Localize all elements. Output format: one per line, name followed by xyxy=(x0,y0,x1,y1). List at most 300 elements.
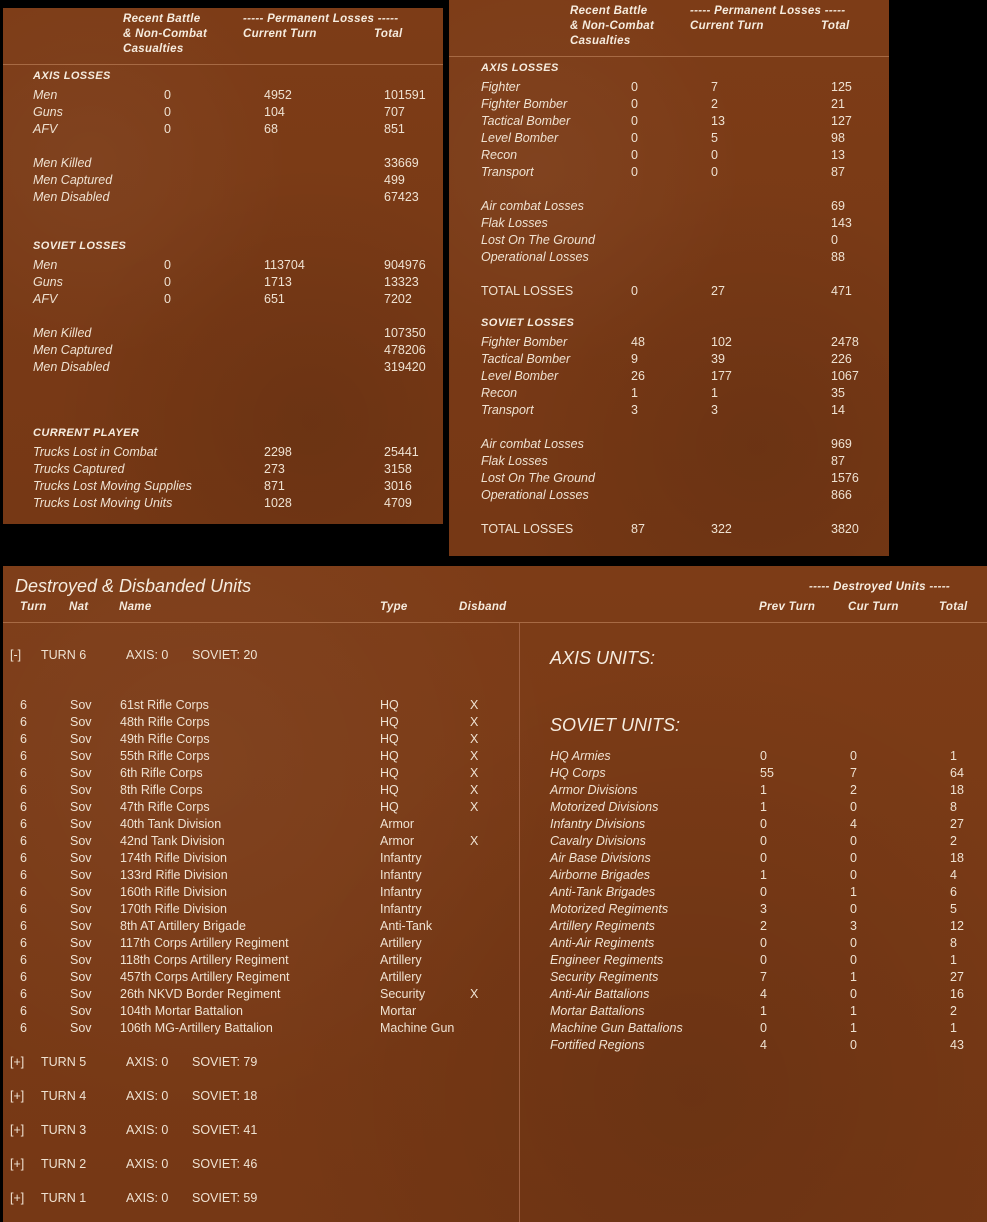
unit-nationality: Sov xyxy=(70,987,92,1001)
recent-value: 0 xyxy=(164,292,171,306)
turn-6-collapse-toggle[interactable]: [-] xyxy=(10,648,22,662)
unit-nationality: Sov xyxy=(70,1004,92,1018)
row-label: Lost On The Ground xyxy=(481,471,595,485)
section-title: SOVIET LOSSES xyxy=(33,240,127,252)
unit-disband-mark: X xyxy=(470,715,479,729)
cur-turn-value: 0 xyxy=(850,749,857,763)
total-value: 18 xyxy=(950,783,964,797)
total-value: 21 xyxy=(831,97,845,111)
unit-type: HQ xyxy=(380,783,399,797)
unit-turn: 6 xyxy=(20,885,27,899)
prev-turn-value: 2 xyxy=(760,919,767,933)
total-value: 4709 xyxy=(384,496,412,510)
turn-axis-count: AXIS: 0 xyxy=(126,1157,169,1171)
unit-category-label: HQ Corps xyxy=(550,766,606,780)
unit-nationality: Sov xyxy=(70,953,92,967)
prev-turn-value: 55 xyxy=(760,766,774,780)
unit-category-label: Security Regiments xyxy=(550,970,659,984)
cur-turn-value: 1 xyxy=(850,885,857,899)
ground-losses-panel xyxy=(3,8,443,524)
prev-turn-value: 0 xyxy=(760,1021,767,1035)
row-label: Transport xyxy=(481,403,534,417)
units-column-divider xyxy=(519,623,520,1222)
total-value: 3158 xyxy=(384,462,412,476)
row-label: Men Disabled xyxy=(33,360,110,374)
unit-name[interactable]: 6th Rifle Corps xyxy=(120,766,203,780)
cur-turn-value: 4 xyxy=(850,817,857,831)
recent-header-2: & Non-Combat xyxy=(570,20,655,32)
destroyed-units-panel xyxy=(3,566,987,1222)
turn-6-soviet-count: SOVIET: 20 xyxy=(192,648,258,662)
total-value: 1 xyxy=(950,749,957,763)
unit-turn: 6 xyxy=(20,868,27,882)
total-value: 43 xyxy=(950,1038,964,1052)
cur-turn-value: 0 xyxy=(850,987,857,1001)
turn-label[interactable]: TURN 3 xyxy=(41,1123,87,1137)
turn-6-label[interactable]: TURN 6 xyxy=(41,648,87,662)
prev-turn-value: 0 xyxy=(760,817,767,831)
unit-type: Artillery xyxy=(380,970,422,984)
unit-disband-mark: X xyxy=(470,834,479,848)
unit-turn: 6 xyxy=(20,936,27,950)
cur-turn-value: 0 xyxy=(850,851,857,865)
cur-turn-value: 0 xyxy=(850,936,857,950)
total-value: 125 xyxy=(831,80,852,94)
current-turn-value: 0 xyxy=(711,148,718,162)
recent-header-3: Casualties xyxy=(570,35,631,47)
permanent-losses-header: ----- Permanent Losses ----- xyxy=(243,13,399,25)
unit-turn: 6 xyxy=(20,834,27,848)
turn-expand-toggle[interactable]: [+] xyxy=(10,1089,25,1103)
turn-axis-count: AXIS: 0 xyxy=(126,1089,169,1103)
total-value: 88 xyxy=(831,250,845,264)
col-nat-header[interactable]: Nat xyxy=(69,601,89,613)
total-value: 25441 xyxy=(384,445,419,459)
unit-nationality: Sov xyxy=(70,834,92,848)
total-losses-recent: 87 xyxy=(631,522,645,536)
unit-category-label: Mortar Battalions xyxy=(550,1004,645,1018)
prev-turn-value: 1 xyxy=(760,800,767,814)
turn-6-axis-count: AXIS: 0 xyxy=(126,648,169,662)
row-label: Tactical Bomber xyxy=(481,352,571,366)
recent-value: 0 xyxy=(164,275,171,289)
current-turn-value: 2 xyxy=(711,97,718,111)
unit-disband-mark: X xyxy=(470,749,479,763)
turn-soviet-count: SOVIET: 79 xyxy=(192,1055,258,1069)
total-value: 1067 xyxy=(831,369,859,383)
section-title: SOVIET LOSSES xyxy=(481,317,575,329)
recent-value: 0 xyxy=(631,165,638,179)
prev-turn-value: 1 xyxy=(760,868,767,882)
recent-value: 0 xyxy=(631,148,638,162)
turn-axis-count: AXIS: 0 xyxy=(126,1055,169,1069)
unit-turn: 6 xyxy=(20,749,27,763)
total-value: 35 xyxy=(831,386,845,400)
unit-disband-mark: X xyxy=(470,987,479,1001)
current-turn-value: 1 xyxy=(711,386,718,400)
unit-name[interactable]: 133rd Rifle Division xyxy=(120,868,228,882)
row-label: Operational Losses xyxy=(481,488,589,502)
turn-soviet-count: SOVIET: 59 xyxy=(192,1191,258,1205)
current-turn-value: 1713 xyxy=(264,275,292,289)
total-value: 3016 xyxy=(384,479,412,493)
unit-category-label: Fortified Regions xyxy=(550,1038,645,1052)
cur-turn-value: 3 xyxy=(850,919,857,933)
total-value: 33669 xyxy=(384,156,419,170)
total-value: 226 xyxy=(831,352,852,366)
current-turn-value: 7 xyxy=(711,80,718,94)
unit-turn: 6 xyxy=(20,953,27,967)
unit-name[interactable]: 118th Corps Artillery Regiment xyxy=(120,953,289,967)
unit-name[interactable]: 26th NKVD Border Regiment xyxy=(120,987,281,1001)
row-label: Men Captured xyxy=(33,173,113,187)
recent-value: 26 xyxy=(631,369,645,383)
unit-turn: 6 xyxy=(20,783,27,797)
unit-nationality: Sov xyxy=(70,885,92,899)
unit-nationality: Sov xyxy=(70,970,92,984)
unit-category-label: HQ Armies xyxy=(550,749,611,763)
prev-turn-value: 1 xyxy=(760,1004,767,1018)
turn-axis-count: AXIS: 0 xyxy=(126,1191,169,1205)
unit-turn: 6 xyxy=(20,732,27,746)
unit-name[interactable]: 104th Mortar Battalion xyxy=(120,1004,243,1018)
unit-nationality: Sov xyxy=(70,715,92,729)
turn-soviet-count: SOVIET: 41 xyxy=(192,1123,258,1137)
cur-turn-value: 0 xyxy=(850,1038,857,1052)
total-value: 16 xyxy=(950,987,964,1001)
unit-turn: 6 xyxy=(20,1004,27,1018)
row-label: Fighter Bomber xyxy=(481,97,568,111)
total-value: 67423 xyxy=(384,190,419,204)
unit-turn: 6 xyxy=(20,766,27,780)
turn-expand-toggle[interactable]: [+] xyxy=(10,1055,25,1069)
prev-turn-value: 0 xyxy=(760,834,767,848)
air-losses-panel xyxy=(449,0,889,556)
row-label: Men Disabled xyxy=(33,190,110,204)
total-value: 18 xyxy=(950,851,964,865)
unit-nationality: Sov xyxy=(70,817,92,831)
turn-label[interactable]: TURN 1 xyxy=(41,1191,87,1205)
col-prev-turn-header: Prev Turn xyxy=(759,601,816,613)
prev-turn-value: 1 xyxy=(760,783,767,797)
row-label: Men xyxy=(33,258,58,272)
prev-turn-value: 0 xyxy=(760,885,767,899)
row-label: Air combat Losses xyxy=(481,437,584,451)
total-value: 478206 xyxy=(384,343,426,357)
total-value: 107350 xyxy=(384,326,426,340)
col-cur-turn-header: Cur Turn xyxy=(848,601,899,613)
row-label: Guns xyxy=(33,105,63,119)
unit-type: Armor xyxy=(380,834,415,848)
turn-expand-toggle[interactable]: [+] xyxy=(10,1157,25,1171)
unit-turn: 6 xyxy=(20,698,27,712)
current-turn-value: 273 xyxy=(264,462,285,476)
row-label: Trucks Lost Moving Units xyxy=(33,496,173,510)
unit-type: Infantry xyxy=(380,902,422,916)
unit-category-label: Infantry Divisions xyxy=(550,817,646,831)
unit-name[interactable]: 457th Corps Artillery Regiment xyxy=(120,970,290,984)
recent-value: 1 xyxy=(631,386,638,400)
unit-type: HQ xyxy=(380,749,399,763)
recent-header-3: Casualties xyxy=(123,43,184,55)
row-label: Guns xyxy=(33,275,63,289)
unit-category-label: Anti-Tank Brigades xyxy=(550,885,656,899)
unit-nationality: Sov xyxy=(70,698,92,712)
unit-name[interactable]: 8th Rifle Corps xyxy=(120,783,203,797)
unit-nationality: Sov xyxy=(70,851,92,865)
turn-label[interactable]: TURN 5 xyxy=(41,1055,87,1069)
unit-type: Artillery xyxy=(380,953,422,967)
unit-type: HQ xyxy=(380,698,399,712)
row-label: Men Killed xyxy=(33,156,92,170)
unit-type: HQ xyxy=(380,715,399,729)
unit-name[interactable]: 40th Tank Division xyxy=(120,817,222,831)
unit-name[interactable]: 48th Rifle Corps xyxy=(120,715,210,729)
total-value: 2478 xyxy=(831,335,859,349)
recent-value: 9 xyxy=(631,352,638,366)
unit-category-label: Airborne Brigades xyxy=(550,868,651,882)
row-label: Recon xyxy=(481,148,518,162)
turn-expand-toggle[interactable]: [+] xyxy=(10,1191,25,1205)
soviet-units-title: SOVIET UNITS: xyxy=(550,715,681,735)
current-turn-header: Current Turn xyxy=(690,20,764,32)
turn-label[interactable]: TURN 4 xyxy=(41,1089,87,1103)
recent-value: 0 xyxy=(164,105,171,119)
total-losses-recent: 0 xyxy=(631,284,638,298)
unit-nationality: Sov xyxy=(70,749,92,763)
cur-turn-value: 1 xyxy=(850,1021,857,1035)
row-label: AFV xyxy=(33,122,58,136)
destroyed-units-header: ----- Destroyed Units ----- xyxy=(809,581,950,593)
unit-category-label: Motorized Divisions xyxy=(550,800,659,814)
unit-disband-mark: X xyxy=(470,732,479,746)
turn-label[interactable]: TURN 2 xyxy=(41,1157,87,1171)
col-turn-header[interactable]: Turn xyxy=(20,601,47,613)
cur-turn-value: 2 xyxy=(850,783,857,797)
row-label: Men Captured xyxy=(33,343,113,357)
total-value: 2 xyxy=(950,1004,957,1018)
col-name-header[interactable]: Name xyxy=(119,601,152,613)
unit-name[interactable]: 117th Corps Artillery Regiment xyxy=(120,936,289,950)
recent-value: 0 xyxy=(164,258,171,272)
current-turn-value: 3 xyxy=(711,403,718,417)
unit-turn: 6 xyxy=(20,800,27,814)
unit-type: Mortar xyxy=(380,1004,417,1018)
recent-value: 3 xyxy=(631,403,638,417)
recent-header-1: Recent Battle xyxy=(570,5,648,17)
unit-turn: 6 xyxy=(20,715,27,729)
header-divider xyxy=(449,56,889,57)
total-value: 851 xyxy=(384,122,405,136)
turn-soviet-count: SOVIET: 46 xyxy=(192,1157,258,1171)
recent-value: 48 xyxy=(631,335,645,349)
row-label: Lost On The Ground xyxy=(481,233,595,247)
unit-turn: 6 xyxy=(20,851,27,865)
unit-nationality: Sov xyxy=(70,766,92,780)
total-value: 707 xyxy=(384,105,405,119)
total-value: 499 xyxy=(384,173,405,187)
prev-turn-value: 0 xyxy=(760,953,767,967)
prev-turn-value: 7 xyxy=(760,970,767,984)
unit-name[interactable]: 55th Rifle Corps xyxy=(120,749,210,763)
prev-turn-value: 4 xyxy=(760,987,767,1001)
unit-disband-mark: X xyxy=(470,766,479,780)
total-value: 8 xyxy=(950,800,957,814)
total-value: 969 xyxy=(831,437,852,451)
row-label: Men xyxy=(33,88,58,102)
unit-type: Machine Gun xyxy=(380,1021,455,1035)
total-losses-label: TOTAL LOSSES xyxy=(481,284,574,298)
row-label: Tactical Bomber xyxy=(481,114,571,128)
unit-category-label: Motorized Regiments xyxy=(550,902,669,916)
cur-turn-value: 0 xyxy=(850,868,857,882)
row-label: Transport xyxy=(481,165,534,179)
unit-type: Infantry xyxy=(380,851,422,865)
total-value: 69 xyxy=(831,199,845,213)
unit-category-label: Machine Gun Battalions xyxy=(550,1021,683,1035)
cur-turn-value: 0 xyxy=(850,953,857,967)
cur-turn-value: 0 xyxy=(850,902,857,916)
current-turn-value: 104 xyxy=(264,105,285,119)
total-losses-current: 322 xyxy=(711,522,732,536)
units-panel-title: Destroyed & Disbanded Units xyxy=(15,576,252,596)
permanent-losses-header: ----- Permanent Losses ----- xyxy=(690,5,846,17)
recent-header-2: & Non-Combat xyxy=(123,28,208,40)
recent-value: 0 xyxy=(631,114,638,128)
row-label: Trucks Captured xyxy=(33,462,125,476)
total-value: 904976 xyxy=(384,258,426,272)
current-turn-value: 102 xyxy=(711,335,732,349)
prev-turn-value: 0 xyxy=(760,851,767,865)
row-label: Recon xyxy=(481,386,518,400)
unit-name[interactable]: 160th Rifle Division xyxy=(120,885,227,899)
unit-type: Armor xyxy=(380,817,415,831)
total-value: 87 xyxy=(831,165,845,179)
unit-name[interactable]: 106th MG-Artillery Battalion xyxy=(120,1021,273,1035)
unit-type: Artillery xyxy=(380,936,422,950)
row-label: Flak Losses xyxy=(481,216,548,230)
current-turn-value: 13 xyxy=(711,114,725,128)
total-value: 27 xyxy=(950,970,964,984)
total-value: 14 xyxy=(831,403,845,417)
recent-value: 0 xyxy=(631,80,638,94)
section-title: AXIS LOSSES xyxy=(481,62,559,74)
recent-value: 0 xyxy=(164,88,171,102)
col-type-header[interactable]: Type xyxy=(380,601,408,613)
total-value: 13323 xyxy=(384,275,419,289)
row-label: Men Killed xyxy=(33,326,92,340)
turn-expand-toggle[interactable]: [+] xyxy=(10,1123,25,1137)
unit-name[interactable]: 61st Rifle Corps xyxy=(120,698,209,712)
total-value: 2 xyxy=(950,834,957,848)
row-label: Level Bomber xyxy=(481,369,559,383)
current-turn-value: 177 xyxy=(711,369,732,383)
total-value: 0 xyxy=(831,233,838,247)
row-label: Trucks Lost in Combat xyxy=(33,445,158,459)
axis-units-title: AXIS UNITS: xyxy=(550,648,656,668)
cur-turn-value: 1 xyxy=(850,1004,857,1018)
unit-name[interactable]: 8th AT Artillery Brigade xyxy=(120,919,246,933)
unit-category-label: Artillery Regiments xyxy=(550,919,655,933)
unit-name[interactable]: 174th Rifle Division xyxy=(120,851,227,865)
unit-type: Security xyxy=(380,987,426,1001)
prev-turn-value: 0 xyxy=(760,936,767,950)
current-turn-value: 1028 xyxy=(264,496,292,510)
cur-turn-value: 0 xyxy=(850,834,857,848)
total-value: 87 xyxy=(831,454,845,468)
total-losses-label: TOTAL LOSSES xyxy=(481,522,574,536)
cur-turn-value: 1 xyxy=(850,970,857,984)
total-header: Total xyxy=(374,28,403,40)
unit-category-label: Anti-Air Battalions xyxy=(550,987,650,1001)
unit-type: Infantry xyxy=(380,868,422,882)
unit-type: Anti-Tank xyxy=(380,919,433,933)
prev-turn-value: 3 xyxy=(760,902,767,916)
unit-nationality: Sov xyxy=(70,936,92,950)
recent-value: 0 xyxy=(164,122,171,136)
current-turn-value: 871 xyxy=(264,479,285,493)
current-turn-value: 0 xyxy=(711,165,718,179)
unit-name[interactable]: 170th Rifle Division xyxy=(120,902,227,916)
total-value: 127 xyxy=(831,114,852,128)
unit-turn: 6 xyxy=(20,817,27,831)
unit-nationality: Sov xyxy=(70,1021,92,1035)
current-turn-value: 651 xyxy=(264,292,285,306)
unit-category-label: Armor Divisions xyxy=(550,783,638,797)
row-label: Air combat Losses xyxy=(481,199,584,213)
unit-category-label: Cavalry Divisions xyxy=(550,834,646,848)
unit-nationality: Sov xyxy=(70,868,92,882)
unit-type: Infantry xyxy=(380,885,422,899)
total-value: 101591 xyxy=(384,88,426,102)
current-turn-value: 4952 xyxy=(264,88,292,102)
unit-nationality: Sov xyxy=(70,732,92,746)
recent-value: 0 xyxy=(631,131,638,145)
total-value: 13 xyxy=(831,148,845,162)
total-losses-current: 27 xyxy=(711,284,725,298)
unit-nationality: Sov xyxy=(70,919,92,933)
row-label: Flak Losses xyxy=(481,454,548,468)
total-value: 98 xyxy=(831,131,845,145)
col-disband-header[interactable]: Disband xyxy=(459,601,507,613)
unit-name[interactable]: 42nd Tank Division xyxy=(120,834,225,848)
current-turn-value: 113704 xyxy=(264,258,305,272)
row-label: Trucks Lost Moving Supplies xyxy=(33,479,192,493)
cur-turn-value: 0 xyxy=(850,800,857,814)
total-losses-total: 3820 xyxy=(831,522,859,536)
unit-nationality: Sov xyxy=(70,783,92,797)
unit-turn: 6 xyxy=(20,919,27,933)
current-turn-value: 39 xyxy=(711,352,725,366)
total-losses-total: 471 xyxy=(831,284,852,298)
unit-name[interactable]: 49th Rifle Corps xyxy=(120,732,210,746)
unit-nationality: Sov xyxy=(70,902,92,916)
total-value: 6 xyxy=(950,885,957,899)
total-header: Total xyxy=(821,20,850,32)
unit-name[interactable]: 47th Rifle Corps xyxy=(120,800,210,814)
turn-soviet-count: SOVIET: 18 xyxy=(192,1089,258,1103)
prev-turn-value: 0 xyxy=(760,749,767,763)
total-value: 27 xyxy=(950,817,964,831)
total-value: 1576 xyxy=(831,471,859,485)
unit-type: HQ xyxy=(380,800,399,814)
row-label: Level Bomber xyxy=(481,131,559,145)
recent-header-1: Recent Battle xyxy=(123,13,201,25)
header-divider xyxy=(3,64,443,65)
recent-value: 0 xyxy=(631,97,638,111)
total-value: 7202 xyxy=(384,292,412,306)
unit-nationality: Sov xyxy=(70,800,92,814)
